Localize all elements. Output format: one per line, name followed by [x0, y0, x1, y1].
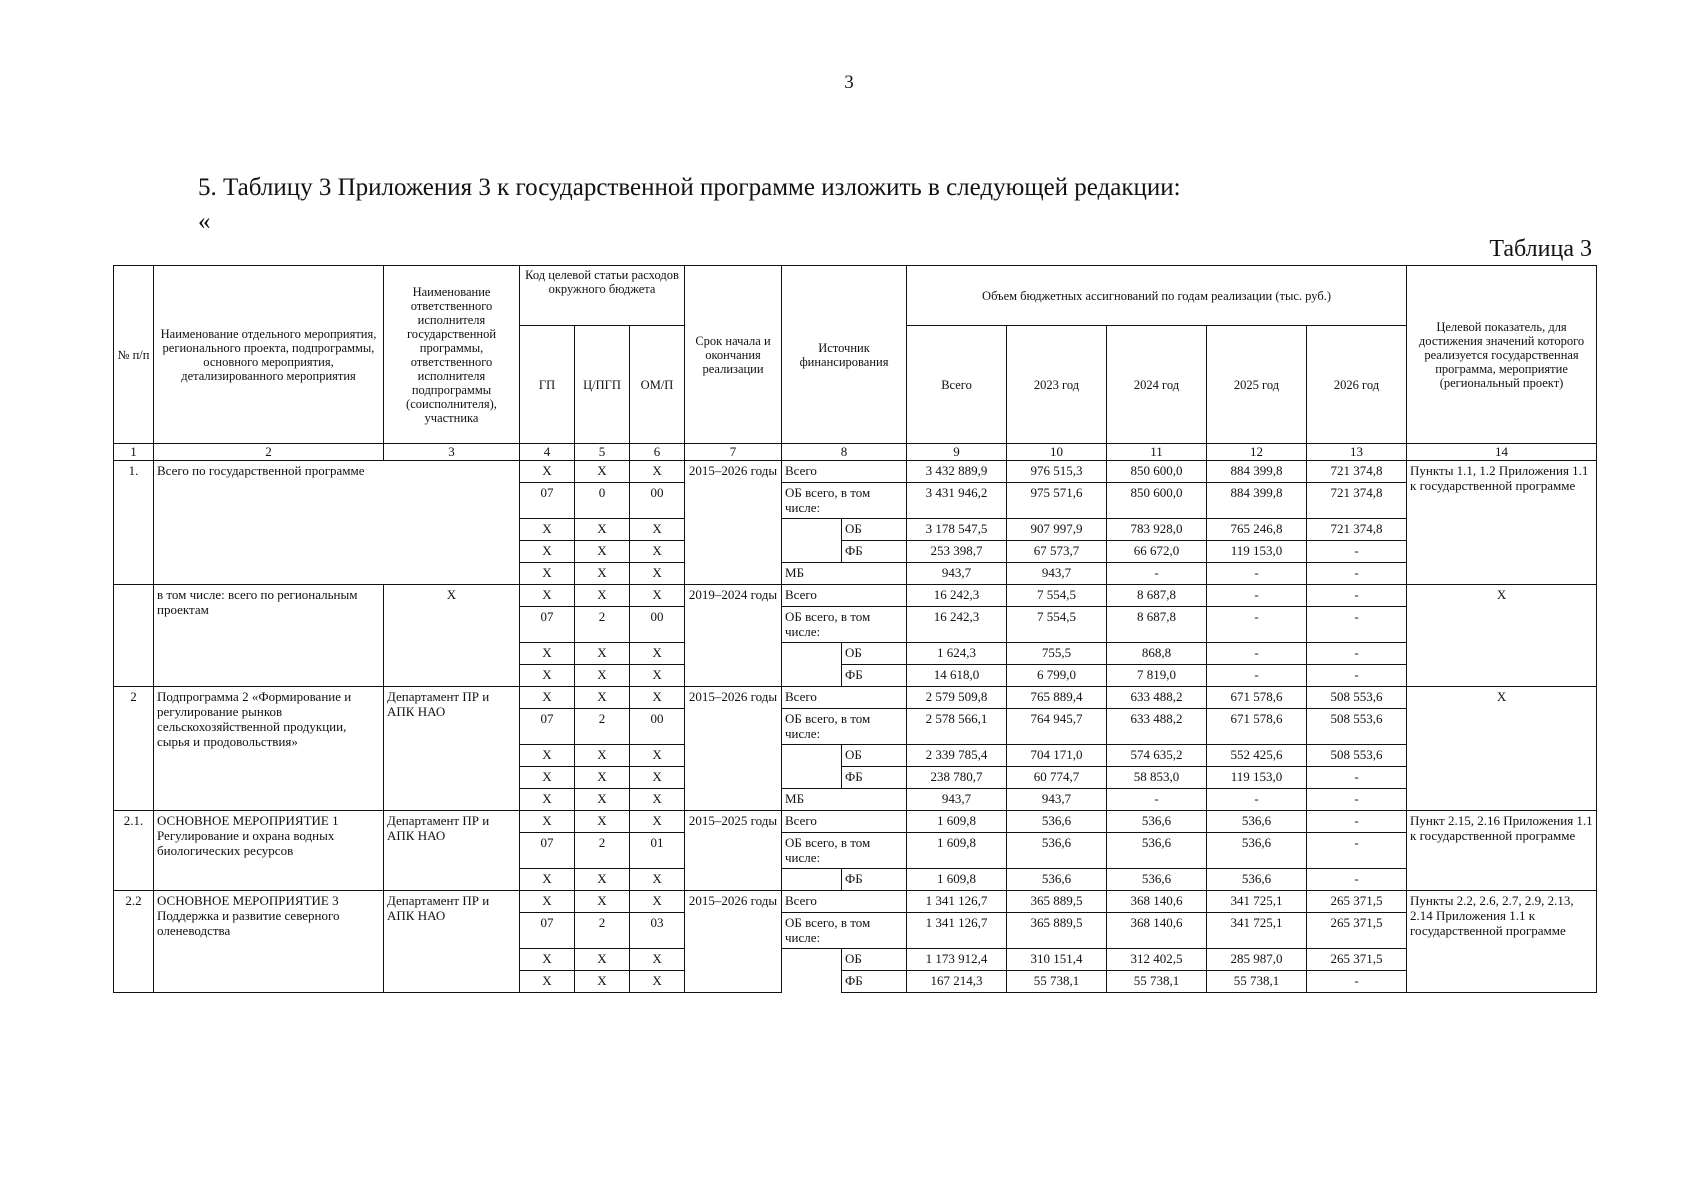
value-cell: 3 431 946,2 — [907, 483, 1007, 519]
source-indent — [782, 869, 842, 891]
value-cell: 310 151,4 — [1007, 949, 1107, 971]
table-row — [114, 811, 1597, 833]
value-cell: 8 687,8 — [1107, 585, 1207, 607]
value-cell: - — [1207, 643, 1307, 665]
code-cpgp: 2 — [575, 709, 630, 745]
code-omp: Х — [630, 891, 685, 913]
value-cell: 265 371,5 — [1307, 913, 1407, 949]
column-number: 7 — [685, 444, 782, 461]
value-cell: 671 578,6 — [1207, 709, 1307, 745]
column-number: 8 — [782, 444, 907, 461]
header-gp: ГП — [520, 326, 575, 444]
code-omp: Х — [630, 971, 685, 993]
value-cell: - — [1307, 971, 1407, 993]
code-omp: Х — [630, 767, 685, 789]
value-cell: 1 341 126,7 — [907, 891, 1007, 913]
code-gp: Х — [520, 519, 575, 541]
source-label: ОБ всего, в том числе: — [782, 607, 907, 643]
value-cell: - — [1107, 789, 1207, 811]
value-cell: 66 672,0 — [1107, 541, 1207, 563]
source-label: Всего — [782, 461, 907, 483]
value-cell: 60 774,7 — [1007, 767, 1107, 789]
code-omp: Х — [630, 643, 685, 665]
value-cell: 552 425,6 — [1207, 745, 1307, 767]
row-period: 2015–2025 годы — [685, 811, 782, 891]
value-cell: - — [1307, 563, 1407, 585]
code-gp: Х — [520, 563, 575, 585]
source-indent — [782, 541, 842, 563]
value-cell: 536,6 — [1107, 869, 1207, 891]
row-period: 2015–2026 годы — [685, 891, 782, 993]
code-cpgp: Х — [575, 949, 630, 971]
value-cell: 7 554,5 — [1007, 607, 1107, 643]
value-cell: 850 600,0 — [1107, 461, 1207, 483]
value-cell: - — [1307, 833, 1407, 869]
row-name: в том числе: всего по региональным проектам — [154, 585, 384, 687]
code-cpgp: Х — [575, 461, 630, 483]
column-number: 13 — [1307, 444, 1407, 461]
code-omp: Х — [630, 745, 685, 767]
table-row — [114, 585, 1597, 607]
table-row — [114, 891, 1597, 913]
source-sub: ФБ — [842, 971, 907, 993]
value-cell: 755,5 — [1007, 643, 1107, 665]
code-gp: Х — [520, 767, 575, 789]
value-cell: 1 609,8 — [907, 869, 1007, 891]
value-cell: 975 571,6 — [1007, 483, 1107, 519]
row-number — [114, 585, 154, 687]
code-cpgp: Х — [575, 767, 630, 789]
code-gp: Х — [520, 949, 575, 971]
code-omp: 00 — [630, 709, 685, 745]
value-cell: 1 173 912,4 — [907, 949, 1007, 971]
value-cell: 536,6 — [1007, 811, 1107, 833]
header-omp: ОМ/П — [630, 326, 685, 444]
value-cell: - — [1307, 585, 1407, 607]
value-cell: 976 515,3 — [1007, 461, 1107, 483]
value-cell: 536,6 — [1007, 869, 1107, 891]
value-cell: - — [1107, 563, 1207, 585]
value-cell: 2 339 785,4 — [907, 745, 1007, 767]
code-cpgp: 2 — [575, 607, 630, 643]
code-cpgp: Х — [575, 971, 630, 993]
code-omp: Х — [630, 665, 685, 687]
intro-text: 5. Таблицу 3 Приложения 3 к государственной программе изложить в следующей редакции: — [198, 174, 1181, 201]
code-omp: Х — [630, 869, 685, 891]
code-gp: Х — [520, 585, 575, 607]
value-cell: - — [1207, 585, 1307, 607]
code-cpgp: 0 — [575, 483, 630, 519]
code-cpgp: Х — [575, 869, 630, 891]
value-cell: 341 725,1 — [1207, 891, 1307, 913]
value-cell: 365 889,5 — [1007, 913, 1107, 949]
code-cpgp: Х — [575, 811, 630, 833]
row-goal: Х — [1407, 687, 1597, 811]
table-header — [114, 266, 1597, 461]
value-cell: 3 432 889,9 — [907, 461, 1007, 483]
code-omp: Х — [630, 949, 685, 971]
source-indent — [782, 745, 842, 767]
code-cpgp: Х — [575, 789, 630, 811]
code-omp: 00 — [630, 607, 685, 643]
value-cell: 1 624,3 — [907, 643, 1007, 665]
header-2024: 2024 год — [1107, 326, 1207, 444]
source-indent — [782, 949, 842, 971]
code-cpgp: Х — [575, 585, 630, 607]
source-label: ОБ всего, в том числе: — [782, 913, 907, 949]
value-cell: 14 618,0 — [907, 665, 1007, 687]
source-label: ОБ всего, в том числе: — [782, 833, 907, 869]
value-cell: - — [1307, 767, 1407, 789]
value-cell: 368 140,6 — [1107, 913, 1207, 949]
code-gp: Х — [520, 665, 575, 687]
value-cell: 765 889,4 — [1007, 687, 1107, 709]
value-cell: 119 153,0 — [1207, 541, 1307, 563]
code-cpgp: 2 — [575, 913, 630, 949]
code-omp: 00 — [630, 483, 685, 519]
row-responsible: Х — [384, 585, 520, 687]
code-gp: Х — [520, 891, 575, 913]
value-cell: - — [1307, 643, 1407, 665]
code-cpgp: Х — [575, 519, 630, 541]
value-cell: 765 246,8 — [1207, 519, 1307, 541]
code-omp: Х — [630, 563, 685, 585]
value-cell: 58 853,0 — [1107, 767, 1207, 789]
row-goal: Пункты 1.1, 1.2 Приложения 1.1 к государственной программе — [1407, 461, 1597, 585]
row-responsible: Департамент ПР и АПК НАО — [384, 811, 520, 891]
source-sub: ФБ — [842, 665, 907, 687]
budget-table — [113, 265, 1597, 993]
code-gp: 07 — [520, 483, 575, 519]
code-omp: Х — [630, 811, 685, 833]
quote-mark: « — [198, 208, 211, 235]
row-number: 1. — [114, 461, 154, 585]
code-gp: Х — [520, 745, 575, 767]
code-gp: 07 — [520, 607, 575, 643]
value-cell: 943,7 — [1007, 789, 1107, 811]
value-cell: 253 398,7 — [907, 541, 1007, 563]
source-indent — [782, 971, 842, 993]
table-row — [114, 461, 1597, 483]
code-cpgp: Х — [575, 891, 630, 913]
code-gp: 07 — [520, 913, 575, 949]
header-2025: 2025 год — [1207, 326, 1307, 444]
source-label: ОБ всего, в том числе: — [782, 709, 907, 745]
value-cell: - — [1207, 607, 1307, 643]
value-cell: 55 738,1 — [1207, 971, 1307, 993]
value-cell: - — [1307, 607, 1407, 643]
value-cell: 536,6 — [1207, 833, 1307, 869]
row-number: 2.1. — [114, 811, 154, 891]
value-cell: 3 178 547,5 — [907, 519, 1007, 541]
source-sub: ОБ — [842, 643, 907, 665]
value-cell: 7 819,0 — [1107, 665, 1207, 687]
column-number: 6 — [630, 444, 685, 461]
value-cell: 943,7 — [1007, 563, 1107, 585]
value-cell: 633 488,2 — [1107, 687, 1207, 709]
value-cell: 119 153,0 — [1207, 767, 1307, 789]
value-cell: 1 609,8 — [907, 833, 1007, 869]
header-source: Источник финансирования — [782, 266, 907, 444]
code-gp: Х — [520, 869, 575, 891]
value-cell: 341 725,1 — [1207, 913, 1307, 949]
code-cpgp: Х — [575, 643, 630, 665]
header-code-group: Код целевой статьи расходов окружного бюджета — [520, 266, 685, 326]
value-cell: 7 554,5 — [1007, 585, 1107, 607]
code-gp: Х — [520, 643, 575, 665]
value-cell: 2 579 509,8 — [907, 687, 1007, 709]
value-cell: 943,7 — [907, 563, 1007, 585]
value-cell: 671 578,6 — [1207, 687, 1307, 709]
value-cell: 285 987,0 — [1207, 949, 1307, 971]
value-cell: 55 738,1 — [1007, 971, 1107, 993]
code-gp: 07 — [520, 833, 575, 869]
row-period: 2015–2026 годы — [685, 687, 782, 811]
value-cell: 265 371,5 — [1307, 891, 1407, 913]
value-cell: 67 573,7 — [1007, 541, 1107, 563]
row-responsible: Департамент ПР и АПК НАО — [384, 687, 520, 811]
value-cell: - — [1207, 789, 1307, 811]
value-cell: 8 687,8 — [1107, 607, 1207, 643]
row-period: 2015–2026 годы — [685, 461, 782, 585]
source-label: МБ — [782, 789, 907, 811]
row-name: Подпрограмма 2 «Формирование и регулирование рынков сельскохозяйственной продукции, сырья и продовольствия» — [154, 687, 384, 811]
row-period: 2019–2024 годы — [685, 585, 782, 687]
value-cell: 238 780,7 — [907, 767, 1007, 789]
row-name: Всего по государственной программе — [154, 461, 520, 585]
table-body — [114, 461, 1597, 993]
value-cell: 1 341 126,7 — [907, 913, 1007, 949]
value-cell: 721 374,8 — [1307, 461, 1407, 483]
value-cell: 721 374,8 — [1307, 483, 1407, 519]
column-number-row — [114, 444, 1597, 461]
column-number: 12 — [1207, 444, 1307, 461]
column-number: 10 — [1007, 444, 1107, 461]
column-number: 11 — [1107, 444, 1207, 461]
code-omp: 03 — [630, 913, 685, 949]
row-goal: Пункты 2.2, 2.6, 2.7, 2.9, 2.13, 2.14 Приложения 1.1 к государственной программе — [1407, 891, 1597, 993]
column-number: 4 — [520, 444, 575, 461]
value-cell: 721 374,8 — [1307, 519, 1407, 541]
value-cell: 907 997,9 — [1007, 519, 1107, 541]
value-cell: 2 578 566,1 — [907, 709, 1007, 745]
value-cell: 6 799,0 — [1007, 665, 1107, 687]
column-number: 3 — [384, 444, 520, 461]
code-cpgp: Х — [575, 687, 630, 709]
value-cell: - — [1207, 665, 1307, 687]
value-cell: 365 889,5 — [1007, 891, 1107, 913]
header-volume-group: Объем бюджетных ассигнований по годам реализации (тыс. руб.) — [907, 266, 1407, 326]
value-cell: 536,6 — [1107, 833, 1207, 869]
source-sub: ОБ — [842, 949, 907, 971]
header-name: Наименование отдельного мероприятия, регионального проекта, подпрограммы, основного мероприятия, детализированного мероприятия — [154, 266, 384, 444]
code-omp: Х — [630, 541, 685, 563]
source-indent — [782, 519, 842, 541]
source-label: Всего — [782, 891, 907, 913]
value-cell: 312 402,5 — [1107, 949, 1207, 971]
value-cell: 536,6 — [1207, 869, 1307, 891]
source-sub: ФБ — [842, 767, 907, 789]
value-cell: 508 553,6 — [1307, 687, 1407, 709]
value-cell: 536,6 — [1007, 833, 1107, 869]
column-number: 2 — [154, 444, 384, 461]
value-cell: 704 171,0 — [1007, 745, 1107, 767]
code-gp: Х — [520, 811, 575, 833]
page-number: 3 — [844, 72, 854, 93]
value-cell: 884 399,8 — [1207, 483, 1307, 519]
value-cell: - — [1307, 665, 1407, 687]
value-cell: 16 242,3 — [907, 607, 1007, 643]
column-number: 1 — [114, 444, 154, 461]
source-indent — [782, 665, 842, 687]
value-cell: - — [1307, 811, 1407, 833]
row-goal: Пункт 2.15, 2.16 Приложения 1.1 к государственной программе — [1407, 811, 1597, 891]
code-omp: Х — [630, 687, 685, 709]
source-label: МБ — [782, 563, 907, 585]
value-cell: - — [1307, 541, 1407, 563]
code-cpgp: Х — [575, 745, 630, 767]
table-caption: Таблица 3 — [1489, 236, 1592, 262]
code-omp: 01 — [630, 833, 685, 869]
value-cell: - — [1207, 563, 1307, 585]
code-cpgp: Х — [575, 541, 630, 563]
value-cell: 368 140,6 — [1107, 891, 1207, 913]
source-label: ОБ всего, в том числе: — [782, 483, 907, 519]
value-cell: 536,6 — [1207, 811, 1307, 833]
code-gp: Х — [520, 687, 575, 709]
code-omp: Х — [630, 789, 685, 811]
row-goal: Х — [1407, 585, 1597, 687]
code-omp: Х — [630, 519, 685, 541]
code-omp: Х — [630, 461, 685, 483]
value-cell: 868,8 — [1107, 643, 1207, 665]
source-sub: ОБ — [842, 519, 907, 541]
value-cell: 536,6 — [1107, 811, 1207, 833]
source-indent — [782, 767, 842, 789]
row-name: ОСНОВНОЕ МЕРОПРИЯТИЕ 1 Регулирование и охрана водных биологических ресурсов — [154, 811, 384, 891]
value-cell: 783 928,0 — [1107, 519, 1207, 541]
code-gp: Х — [520, 541, 575, 563]
value-cell: 1 609,8 — [907, 811, 1007, 833]
value-cell: 943,7 — [907, 789, 1007, 811]
code-omp: Х — [630, 585, 685, 607]
value-cell: 265 371,5 — [1307, 949, 1407, 971]
row-responsible: Департамент ПР и АПК НАО — [384, 891, 520, 993]
value-cell: 167 214,3 — [907, 971, 1007, 993]
code-gp: Х — [520, 789, 575, 811]
value-cell: 884 399,8 — [1207, 461, 1307, 483]
value-cell: 55 738,1 — [1107, 971, 1207, 993]
value-cell: - — [1307, 789, 1407, 811]
source-label: Всего — [782, 811, 907, 833]
header-2026: 2026 год — [1307, 326, 1407, 444]
value-cell: - — [1307, 869, 1407, 891]
source-label: Всего — [782, 585, 907, 607]
header-total: Всего — [907, 326, 1007, 444]
header-goal: Целевой показатель, для достижения значений которого реализуется государственная программа, мероприятие (региональный проект) — [1407, 266, 1597, 444]
value-cell: 508 553,6 — [1307, 745, 1407, 767]
code-gp: 07 — [520, 709, 575, 745]
header-period: Срок начала и окончания реализации — [685, 266, 782, 444]
value-cell: 764 945,7 — [1007, 709, 1107, 745]
table-row — [114, 687, 1597, 709]
header-num: № п/п — [114, 266, 154, 444]
source-indent — [782, 643, 842, 665]
code-cpgp: Х — [575, 665, 630, 687]
source-sub: ФБ — [842, 869, 907, 891]
code-gp: Х — [520, 971, 575, 993]
row-name: ОСНОВНОЕ МЕРОПРИЯТИЕ 3 Поддержка и развитие северного оленеводства — [154, 891, 384, 993]
row-number: 2 — [114, 687, 154, 811]
value-cell: 850 600,0 — [1107, 483, 1207, 519]
code-cpgp: Х — [575, 563, 630, 585]
column-number: 9 — [907, 444, 1007, 461]
source-sub: ФБ — [842, 541, 907, 563]
header-cpgp: Ц/ПГП — [575, 326, 630, 444]
value-cell: 633 488,2 — [1107, 709, 1207, 745]
column-number: 14 — [1407, 444, 1597, 461]
header-responsible: Наименование ответственного исполнителя государственной программы, ответственного исполнителя подпрограммы (соисполнителя), участника — [384, 266, 520, 444]
code-gp: Х — [520, 461, 575, 483]
source-label: Всего — [782, 687, 907, 709]
value-cell: 574 635,2 — [1107, 745, 1207, 767]
column-number: 5 — [575, 444, 630, 461]
header-2023: 2023 год — [1007, 326, 1107, 444]
value-cell: 508 553,6 — [1307, 709, 1407, 745]
code-cpgp: 2 — [575, 833, 630, 869]
value-cell: 16 242,3 — [907, 585, 1007, 607]
source-sub: ОБ — [842, 745, 907, 767]
row-number: 2.2 — [114, 891, 154, 993]
